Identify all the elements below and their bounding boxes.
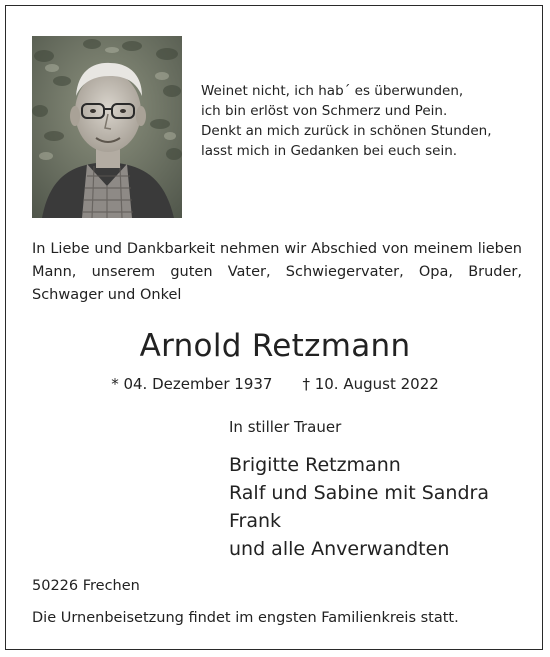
poem — [201, 81, 531, 161]
birth-date: * 04. Dezember 1937 — [111, 375, 273, 393]
burial-note: Die Urnenbeisetzung findet im engsten Familienkreis statt. — [32, 610, 459, 626]
life-dates — [6, 375, 544, 393]
mourner-line: Ralf und Sabine mit Sandra — [229, 482, 489, 504]
portrait-photo — [32, 36, 182, 218]
deceased-name: Arnold Retzmann — [139, 328, 411, 364]
city-line: 50226 Frechen — [32, 578, 140, 594]
mourning-label: In stiller Trauer — [229, 418, 342, 436]
mourners-list — [229, 451, 489, 563]
mourner-line: Brigitte Retzmann — [229, 454, 401, 476]
portrait-image — [32, 36, 182, 218]
poem-line: Denkt an mich zurück in schönen Stunden, — [201, 123, 492, 139]
mourner-line: und alle Anverwandten — [229, 538, 450, 560]
mourner-line: Frank — [229, 510, 282, 532]
death-date: † 10. August 2022 — [302, 375, 439, 393]
poem-line: lasst mich in Gedanken bei euch sein. — [201, 143, 458, 159]
obituary-frame — [5, 5, 543, 650]
intro-text: In Liebe und Dankbarkeit nehmen wir Abschied von meinem lieben Mann, unserem guten Vater, Schwiegervater, Opa, Bruder, Schwager und Onkel — [32, 241, 522, 303]
poem-line: ich bin erlöst von Schmerz und Pein. — [201, 103, 448, 119]
poem-line: Weinet nicht, ich hab´ es überwunden, — [201, 83, 464, 99]
